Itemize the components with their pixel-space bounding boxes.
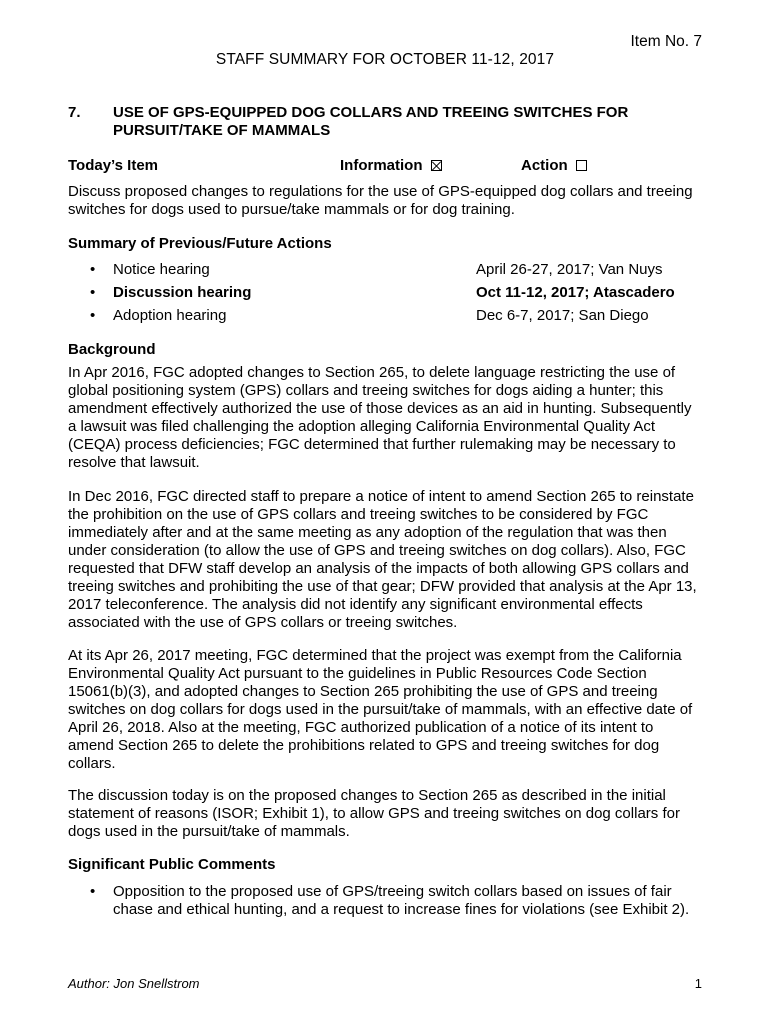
text-line: switches on dog collars for dogs used in the pursuit/take of mammals, with an effective date of: [68, 701, 693, 718]
bullet-icon: •: [90, 261, 96, 278]
summary-item-detail: Oct 11-12, 2017; Atascadero: [476, 284, 675, 301]
text-line: a lawsuit was filed challenging the adoption alleging California Environmental Quality Act: [68, 418, 656, 435]
summary-item-label: Adoption hearing: [113, 307, 227, 324]
text-line: In Apr 2016, FGC adopted changes to Section 265, to delete language restricting the use of: [68, 364, 676, 381]
text-line: Environmental Quality Act pursuant to the guidelines in Public Resources Code Section: [68, 665, 647, 682]
action-label: Action: [521, 157, 568, 174]
item-number: Item No. 7: [630, 33, 702, 50]
action-field: [521, 157, 587, 174]
text-line: (CEQA) process deficiencies; FGC determined that further rulemaking may be necessary to: [68, 436, 676, 453]
text-line: The discussion today is on the proposed changes to Section 265 as described in the initial: [68, 787, 666, 804]
footer-author: Author: Jon Snellstrom: [68, 976, 200, 991]
text-line: the prohibition on the use of GPS collars and treeing switches to be considered by FGC: [68, 506, 649, 523]
text-line: April 26, 2018. Also at the meeting, FGC authorized publication of a notice of its intent to: [68, 719, 654, 736]
background-paragraph-2: [68, 488, 708, 632]
text-line: requested that DFW staff develop an analysis of the impacts of both allowing GPS collars and: [68, 560, 689, 577]
agenda-title: [113, 104, 673, 140]
bullet-icon: •: [90, 284, 96, 301]
information-label: Information: [340, 157, 423, 174]
summary-item-detail: Dec 6-7, 2017; San Diego: [476, 307, 649, 324]
agenda-number: 7.: [68, 104, 81, 121]
text-line: treeing switches and prohibiting the use of that gear; DFW provided that analysis at the Apr 13,: [68, 578, 697, 595]
information-field: [340, 157, 442, 174]
summary-heading: Summary of Previous/Future Actions: [68, 235, 332, 252]
background-heading: Background: [68, 341, 156, 358]
text-line: 15061(b)(3), and adopted changes to Section 265 prohibiting the use of GPS and treeing: [68, 683, 658, 700]
agenda-title-line: USE OF GPS-EQUIPPED DOG COLLARS AND TREEING SWITCHES FOR: [113, 104, 629, 121]
text-line: chase and ethical hunting, and a request to increase fines for violations (see Exhibit 2).: [113, 901, 690, 918]
text-line: collars.: [68, 755, 116, 772]
staff-summary-title: STAFF SUMMARY FOR OCTOBER 11-12, 2017: [215, 51, 555, 68]
background-paragraph-3: [68, 647, 708, 773]
text-line: resolve that lawsuit.: [68, 454, 200, 471]
action-checkbox: [576, 160, 587, 171]
text-line: global positioning system (GPS) collars and treeing switches for dogs aiding a hunter; this: [68, 382, 664, 399]
public-comments-heading: Significant Public Comments: [68, 856, 276, 873]
text-line: amendment effectively authorized the use of those devices as an aid in hunting. Subsequently: [68, 400, 692, 417]
text-line: amend Section 265 to delete the prohibitions related to GPS and treeing switches for dog: [68, 737, 660, 754]
agenda-title-line: PURSUIT/TAKE OF MAMMALS: [113, 122, 331, 139]
comment-bullet-text: [113, 883, 713, 919]
intro-paragraph: [68, 183, 708, 219]
todays-item-label: Today’s Item: [68, 157, 159, 174]
information-checkbox: [431, 160, 442, 171]
text-line: 2017 teleconference. The analysis did not identify any significant environmental effects: [68, 596, 643, 613]
page-number: 1: [694, 976, 702, 991]
summary-item-label: Discussion hearing: [113, 284, 252, 301]
text-line: In Dec 2016, FGC directed staff to prepare a notice of intent to amend Section 265 to reinstate: [68, 488, 694, 505]
text-line: Opposition to the proposed use of GPS/treeing switch collars based on issues of fair: [113, 883, 672, 900]
text-line: associated with the use of GPS collars or treeing switches.: [68, 614, 458, 631]
bullet-icon: •: [90, 883, 96, 900]
text-line: immediately after and at the same meeting as any adoption of the regulation that was then: [68, 524, 667, 541]
background-paragraph-4: [68, 787, 708, 841]
text-line: dogs used in the pursuit/take of mammals.: [68, 823, 350, 840]
text-line: switches for dogs used to pursue/take mammals or for dog training.: [68, 201, 515, 218]
background-paragraph-1: [68, 364, 708, 472]
summary-item-label: Notice hearing: [113, 261, 210, 278]
bullet-icon: •: [90, 307, 96, 324]
text-line: At its Apr 26, 2017 meeting, FGC determined that the project was exempt from the California: [68, 647, 682, 664]
summary-item-detail: April 26-27, 2017; Van Nuys: [476, 261, 663, 278]
text-line: under consideration (to allow the use of GPS and treeing switches on dog collars). Also, FGC: [68, 542, 686, 559]
text-line: Discuss proposed changes to regulations for the use of GPS-equipped dog collars and treeing: [68, 183, 693, 200]
text-line: statement of reasons (ISOR; Exhibit 1), to allow GPS and treeing switches on dog collars for: [68, 805, 680, 822]
